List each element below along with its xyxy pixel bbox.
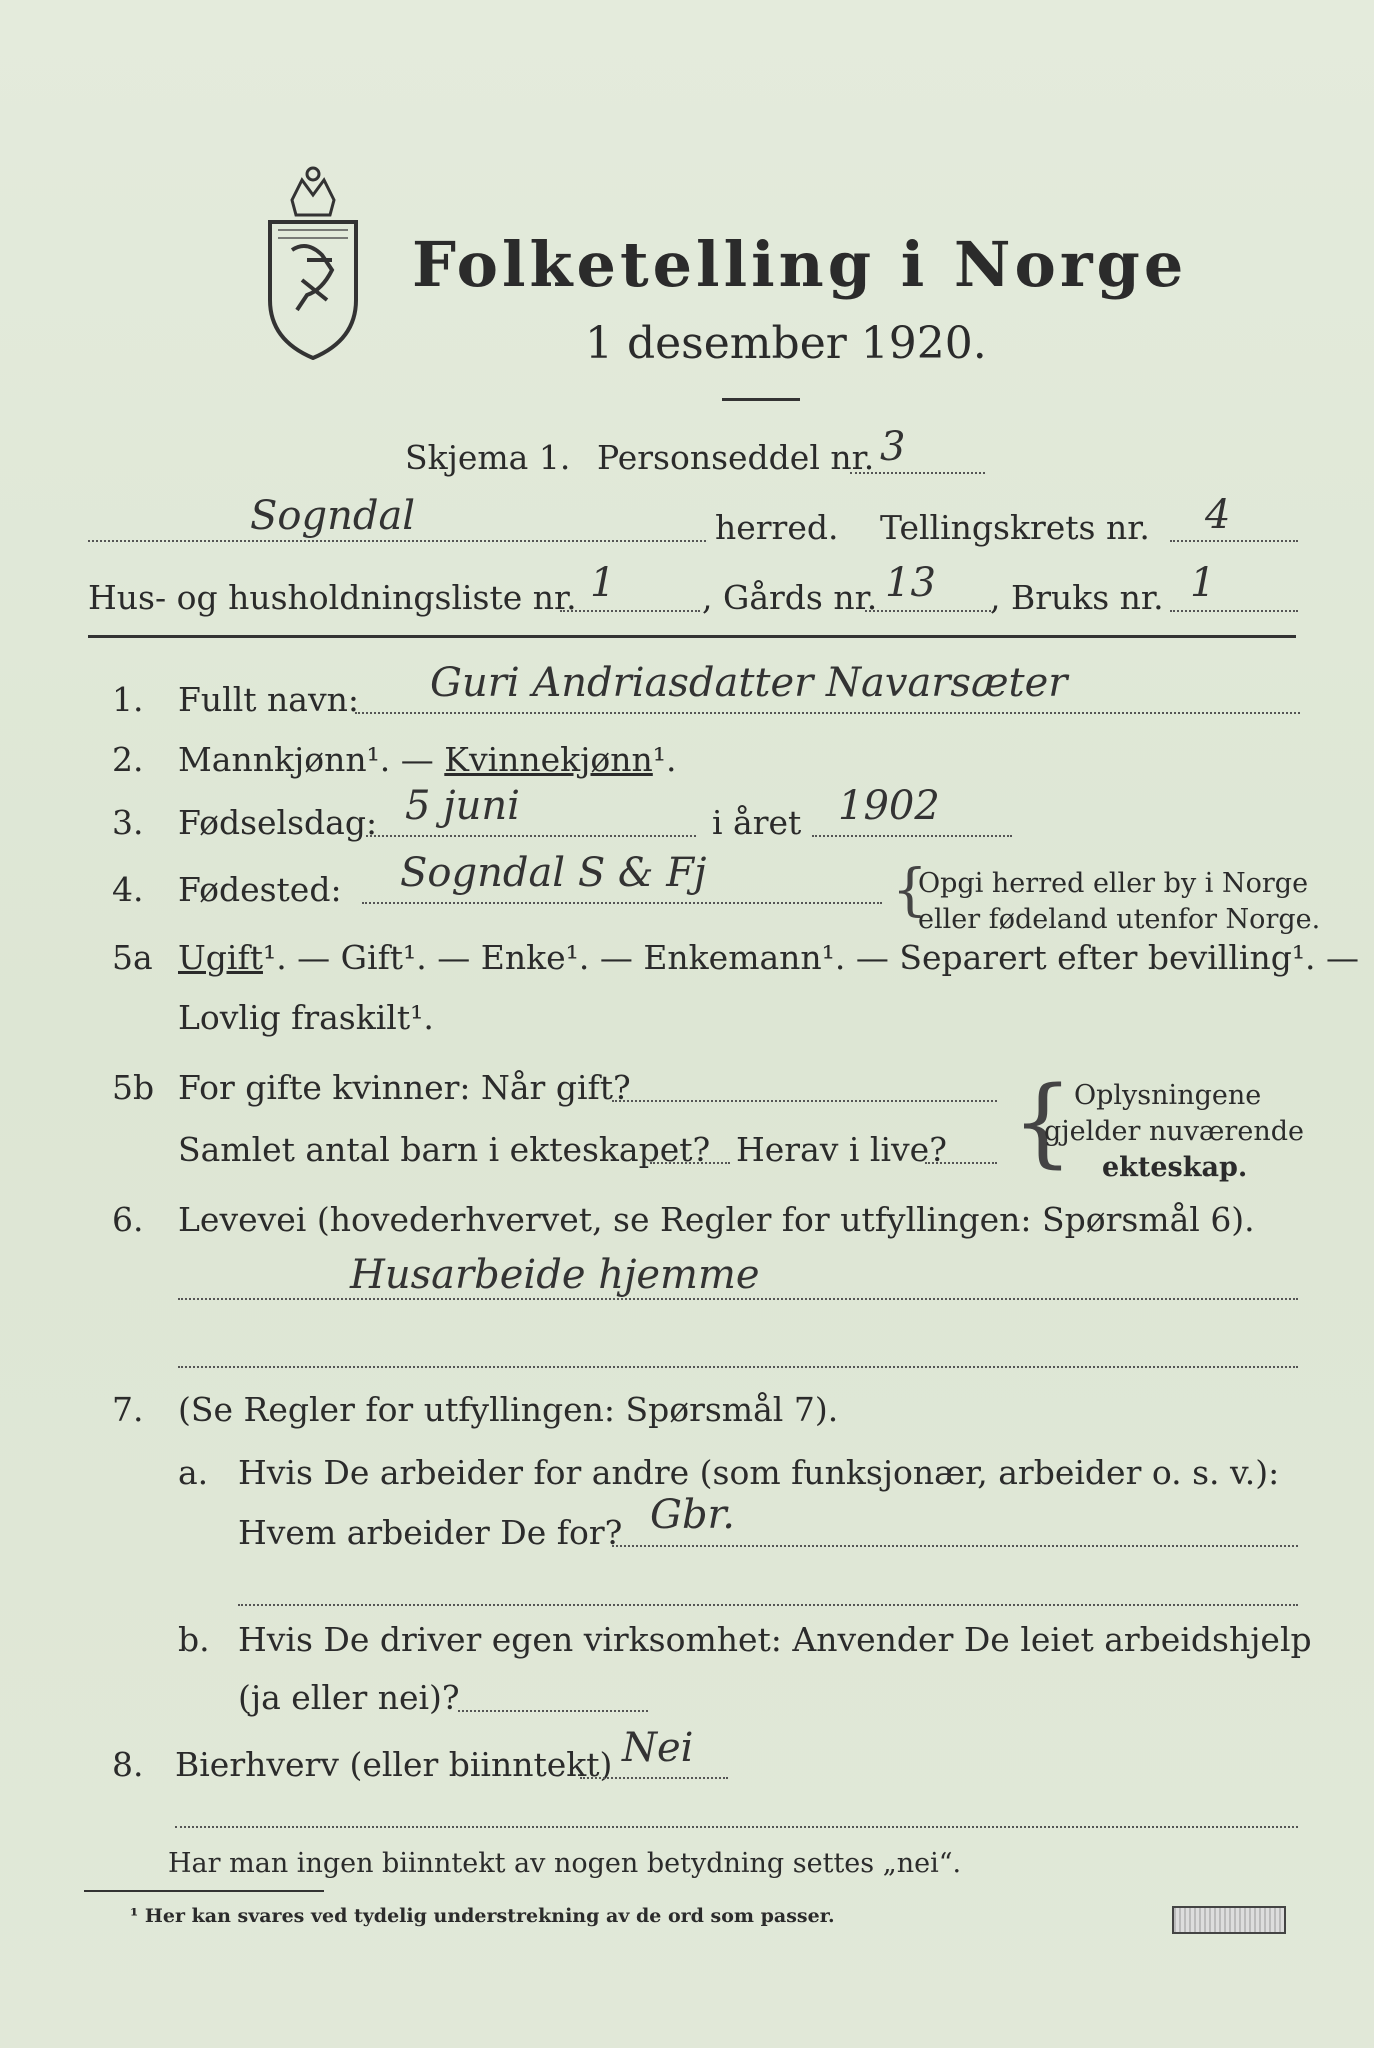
q7b-line1: Hvis De driver egen virksomhet: Anvender De leiet arbeidshjelp bbox=[238, 1620, 1312, 1659]
q2-mannkjonn bbox=[178, 740, 677, 779]
birthplace-value[interactable]: Sogndal S & Fj bbox=[400, 850, 707, 896]
q7a-dotline-2 bbox=[238, 1604, 1298, 1606]
lovlig-fraskilt-option[interactable]: Lovlig fraskilt¹. bbox=[178, 998, 434, 1037]
kvinnekjonn-option[interactable]: Kvinnekjønn bbox=[444, 740, 653, 779]
q7a-number: a. bbox=[178, 1453, 209, 1492]
schema-label: Skjema 1. bbox=[405, 438, 571, 477]
q3-aret-label: i året bbox=[712, 803, 802, 842]
employer-value[interactable]: Gbr. bbox=[650, 1492, 735, 1538]
footnote: ¹ Her kan svares ved tydelig understrekning av de ord som passer. bbox=[130, 1905, 835, 1927]
herred-label: herred. bbox=[715, 508, 839, 547]
personseddel-dotline bbox=[850, 472, 985, 474]
q5b-nar-gift-label: For gifte kvinner: Når gift? bbox=[178, 1068, 631, 1107]
q2-number: 2. bbox=[112, 740, 144, 779]
occupation-value[interactable]: Husarbeide hjemme bbox=[350, 1252, 760, 1298]
q5b-note-line3: ekteskap. bbox=[1102, 1152, 1248, 1183]
herred-dotline bbox=[88, 540, 706, 542]
hus-value[interactable]: 1 bbox=[590, 560, 616, 606]
ugift-option[interactable]: Ugift bbox=[178, 938, 263, 977]
tellingskrets-dotline bbox=[1170, 540, 1298, 542]
gards-label: , Gårds nr. bbox=[702, 578, 878, 617]
q5b-herav-dotline[interactable] bbox=[925, 1162, 997, 1164]
q7-number: 7. bbox=[112, 1390, 144, 1429]
hus-label: Hus- og husholdningsliste nr. bbox=[88, 578, 577, 617]
bruks-label: , Bruks nr. bbox=[990, 578, 1164, 617]
personseddel-label: Personseddel nr. bbox=[597, 438, 875, 477]
q4-dotline bbox=[362, 902, 882, 904]
q4-number: 4. bbox=[112, 870, 144, 909]
q4-note-line2: eller fødeland utenfor Norge. bbox=[918, 904, 1321, 935]
q6-dotline-1 bbox=[178, 1298, 1298, 1300]
form-title: Folketelling i Norge bbox=[412, 228, 1188, 301]
gards-value[interactable]: 13 bbox=[885, 560, 936, 606]
q4-brace: { bbox=[892, 858, 928, 923]
census-date: 1 desember 1920. bbox=[585, 318, 987, 369]
title-divider bbox=[722, 398, 800, 401]
q5b-nar-gift-dotline[interactable] bbox=[612, 1100, 997, 1102]
q6-number: 6. bbox=[112, 1200, 144, 1239]
secondary-income-value[interactable]: Nei bbox=[622, 1725, 694, 1771]
header-rule bbox=[88, 635, 1296, 638]
q7a-line2: Hvem arbeider De for? bbox=[238, 1513, 623, 1552]
q5b-barn-dotline[interactable] bbox=[650, 1162, 730, 1164]
q5b-barn-label: Samlet antal barn i ekteskapet? bbox=[178, 1130, 711, 1169]
q7a-dotline-1 bbox=[612, 1545, 1298, 1547]
footnote-rule bbox=[84, 1890, 324, 1892]
q7a-line1: Hvis De arbeider for andre (som funksjonær, arbeider o. s. v.): bbox=[238, 1453, 1280, 1492]
q3-day-dotline bbox=[366, 835, 696, 837]
q7b-number: b. bbox=[178, 1620, 210, 1659]
q2-footnote-mark: ¹. bbox=[652, 740, 677, 779]
q5a-options bbox=[178, 938, 1359, 977]
q1-number: 1. bbox=[112, 680, 144, 719]
footer-note: Har man ingen biinntekt av nogen betydning settes „nei“. bbox=[168, 1848, 962, 1879]
other-marital-options[interactable]: ¹. — Gift¹. — Enke¹. — Enkemann¹. — Separert efter bevilling¹. — bbox=[262, 938, 1360, 977]
q7b-dotline[interactable] bbox=[458, 1710, 648, 1712]
q4-note-line1: Opgi herred eller by i Norge bbox=[918, 868, 1309, 899]
full-name-value[interactable]: Guri Andriasdatter Navarsæter bbox=[430, 660, 1068, 706]
q6-label: Levevei (hovederhvervet, se Regler for utfyllingen: Spørsmål 6). bbox=[178, 1200, 1255, 1239]
q8-dotline-2 bbox=[175, 1826, 1298, 1828]
herred-value[interactable]: Sogndal bbox=[250, 493, 416, 539]
q4-label: Fødested: bbox=[178, 870, 342, 909]
q5b-note-line1: Oplysningene bbox=[1074, 1080, 1262, 1111]
q8-dotline bbox=[580, 1777, 728, 1779]
q1-dotline bbox=[355, 712, 1300, 714]
coat-of-arms-icon bbox=[262, 160, 364, 360]
personseddel-value[interactable]: 3 bbox=[880, 424, 906, 470]
printer-stamp-icon bbox=[1172, 1906, 1286, 1934]
tellingskrets-label: Tellingskrets nr. bbox=[880, 508, 1150, 547]
q5b-note-line2: gjelder nuværende bbox=[1044, 1116, 1304, 1147]
q6-dotline-2 bbox=[178, 1366, 1298, 1368]
q5a-number: 5a bbox=[112, 938, 153, 977]
birth-day-value[interactable]: 5 juni bbox=[405, 783, 520, 829]
q7-label: (Se Regler for utfyllingen: Spørsmål 7). bbox=[178, 1390, 839, 1429]
bruks-value[interactable]: 1 bbox=[1190, 560, 1216, 606]
q3-number: 3. bbox=[112, 803, 144, 842]
gards-dotline bbox=[865, 610, 995, 612]
birth-year-value[interactable]: 1902 bbox=[838, 783, 940, 829]
mannkjonn-option[interactable]: Mannkjønn¹. — bbox=[178, 740, 434, 779]
q1-label: Fullt navn: bbox=[178, 680, 359, 719]
q5b-number: 5b bbox=[112, 1068, 155, 1107]
bruks-dotline bbox=[1170, 610, 1298, 612]
hus-dotline bbox=[560, 610, 700, 612]
q7b-line2: (ja eller nei)? bbox=[238, 1678, 460, 1717]
q3-year-dotline bbox=[812, 835, 1012, 837]
tellingskrets-value[interactable]: 4 bbox=[1205, 492, 1231, 538]
q8-label: Bierhverv (eller biinntekt) bbox=[175, 1745, 613, 1784]
q5b-herav-label: Herav i live? bbox=[736, 1130, 947, 1169]
q5b-brace: { bbox=[1012, 1066, 1074, 1178]
q8-number: 8. bbox=[112, 1745, 144, 1784]
q3-label: Fødselsdag: bbox=[178, 803, 378, 842]
